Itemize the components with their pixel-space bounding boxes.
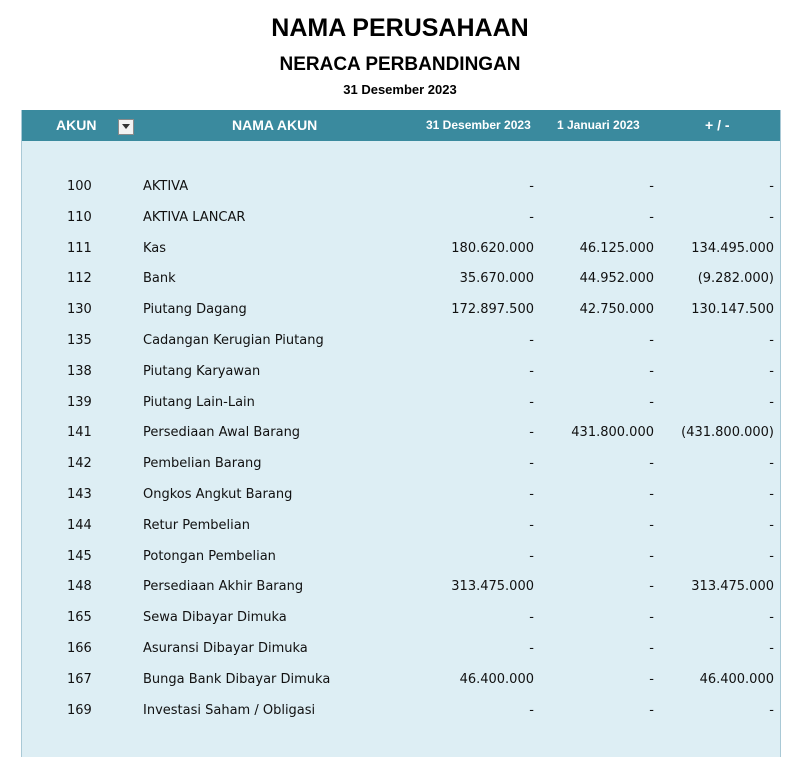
- value-previous: -: [649, 579, 654, 595]
- value-current: -: [529, 640, 534, 656]
- account-code: 135: [67, 332, 92, 348]
- value-difference: 46.400.000: [699, 671, 774, 687]
- account-name: Persediaan Awal Barang: [143, 425, 301, 441]
- account-code: 141: [67, 425, 92, 441]
- table-row[interactable]: [22, 480, 780, 511]
- account-code: 100: [67, 179, 92, 194]
- account-code: 130: [67, 302, 92, 318]
- value-difference: 313.475.000: [691, 579, 774, 595]
- table-row[interactable]: [22, 295, 780, 326]
- account-name: Bunga Bank Dibayar Dimuka: [143, 671, 331, 687]
- table-row[interactable]: [22, 264, 780, 295]
- value-previous: -: [649, 702, 654, 718]
- account-code: 145: [67, 548, 92, 564]
- value-current: -: [529, 548, 534, 564]
- account-code: 142: [67, 456, 92, 472]
- account-code: 139: [67, 394, 92, 410]
- account-code: 165: [67, 610, 92, 626]
- table-row[interactable]: [22, 696, 780, 727]
- value-difference: (9.282.000): [697, 271, 774, 287]
- account-code: 110: [67, 209, 92, 225]
- value-current: -: [529, 517, 534, 533]
- account-name: Investasi Saham / Obligasi: [143, 702, 316, 718]
- value-previous: -: [649, 332, 654, 348]
- table-row[interactable]: [22, 603, 780, 634]
- value-difference: 130.147.500: [691, 302, 774, 318]
- value-current: -: [529, 610, 534, 626]
- value-current: -: [529, 209, 534, 225]
- value-previous: -: [649, 363, 654, 379]
- value-previous: -: [649, 548, 654, 564]
- value-current: 35.670.000: [459, 271, 534, 287]
- account-code: 148: [67, 579, 92, 595]
- value-difference: -: [769, 179, 774, 194]
- value-current: -: [529, 332, 534, 348]
- account-name: Cadangan Kerugian Piutang: [143, 332, 324, 348]
- value-difference: -: [769, 394, 774, 410]
- table-row[interactable]: [22, 542, 780, 573]
- account-name: AKTIVA: [143, 179, 189, 194]
- account-name: Sewa Dibayar Dimuka: [143, 610, 287, 626]
- account-code: 169: [67, 702, 92, 718]
- account-code: 111: [67, 240, 92, 256]
- value-previous: -: [649, 610, 654, 626]
- account-code: 112: [67, 271, 92, 287]
- table-row[interactable]: [22, 326, 780, 357]
- chevron-down-icon: [122, 124, 130, 130]
- value-previous: -: [649, 640, 654, 656]
- account-code: 138: [67, 363, 92, 379]
- table-row[interactable]: [22, 665, 780, 696]
- value-previous: -: [649, 486, 654, 502]
- value-previous: -: [649, 209, 654, 225]
- value-current: 180.620.000: [451, 240, 534, 256]
- comparison-table: [21, 110, 781, 757]
- account-name: Ongkos Angkut Barang: [143, 486, 293, 502]
- table-row[interactable]: [22, 357, 780, 388]
- table-row[interactable]: [22, 234, 780, 265]
- account-name: Pembelian Barang: [143, 456, 262, 472]
- report-title: NERACA PERBANDINGAN: [279, 54, 521, 75]
- account-name: Piutang Dagang: [143, 302, 247, 318]
- table-row[interactable]: [22, 449, 780, 480]
- report-date: 31 Desember 2023: [343, 82, 457, 97]
- account-name: Kas: [143, 240, 167, 256]
- value-difference: -: [769, 209, 774, 225]
- company-title: NAMA PERUSAHAAN: [271, 14, 529, 42]
- header-date-previous[interactable]: 1 Januari 2023: [557, 118, 640, 132]
- value-difference: -: [769, 702, 774, 718]
- table-row[interactable]: [22, 172, 780, 203]
- value-previous: -: [649, 456, 654, 472]
- table-row[interactable]: [22, 203, 780, 234]
- account-code: 166: [67, 640, 92, 656]
- value-current: -: [529, 425, 534, 441]
- value-current: -: [529, 702, 534, 718]
- table-row[interactable]: [22, 572, 780, 603]
- table-row[interactable]: [22, 418, 780, 449]
- value-current: 172.897.500: [451, 302, 534, 318]
- value-previous: 44.952.000: [579, 271, 654, 287]
- header-nama-akun[interactable]: NAMA AKUN: [232, 117, 318, 133]
- account-name: Asuransi Dibayar Dimuka: [143, 640, 308, 656]
- filter-dropdown-button[interactable]: [118, 119, 134, 135]
- value-difference: -: [769, 332, 774, 348]
- table-row[interactable]: [22, 634, 780, 665]
- value-current: -: [529, 363, 534, 379]
- value-current: -: [529, 456, 534, 472]
- value-previous: 431.800.000: [571, 425, 654, 441]
- account-name: Bank: [143, 271, 176, 287]
- value-previous: -: [649, 517, 654, 533]
- value-difference: -: [769, 486, 774, 502]
- value-previous: -: [649, 394, 654, 410]
- value-previous: 46.125.000: [579, 240, 654, 256]
- value-previous: -: [649, 671, 654, 687]
- value-previous: -: [649, 179, 654, 194]
- value-difference: -: [769, 363, 774, 379]
- account-name: Piutang Karyawan: [143, 363, 261, 379]
- value-difference: -: [769, 456, 774, 472]
- value-difference: -: [769, 640, 774, 656]
- account-name: AKTIVA LANCAR: [143, 209, 246, 225]
- value-current: -: [529, 394, 534, 410]
- account-code: 167: [67, 671, 92, 687]
- account-name: Retur Pembelian: [143, 517, 250, 533]
- value-difference: 134.495.000: [691, 240, 774, 256]
- value-current: -: [529, 179, 534, 194]
- table-row[interactable]: [22, 511, 780, 542]
- account-name: Piutang Lain-Lain: [143, 394, 255, 410]
- value-current: -: [529, 486, 534, 502]
- value-difference: -: [769, 517, 774, 533]
- header-date-current[interactable]: 31 Desember 2023: [426, 118, 531, 132]
- value-previous: 42.750.000: [579, 302, 654, 318]
- table-header: [22, 110, 780, 141]
- value-difference: -: [769, 548, 774, 564]
- account-name: Potongan Pembelian: [143, 548, 276, 564]
- account-name: Persediaan Akhir Barang: [143, 579, 304, 595]
- account-code: 144: [67, 517, 92, 533]
- account-code: 143: [67, 486, 92, 502]
- table-row[interactable]: [22, 388, 780, 419]
- value-difference: (431.800.000): [681, 425, 774, 441]
- header-akun[interactable]: AKUN: [56, 117, 97, 133]
- value-current: 46.400.000: [459, 671, 534, 687]
- table-body: [22, 172, 780, 726]
- value-current: 313.475.000: [451, 579, 534, 595]
- value-difference: -: [769, 610, 774, 626]
- header-difference[interactable]: + / -: [705, 117, 730, 133]
